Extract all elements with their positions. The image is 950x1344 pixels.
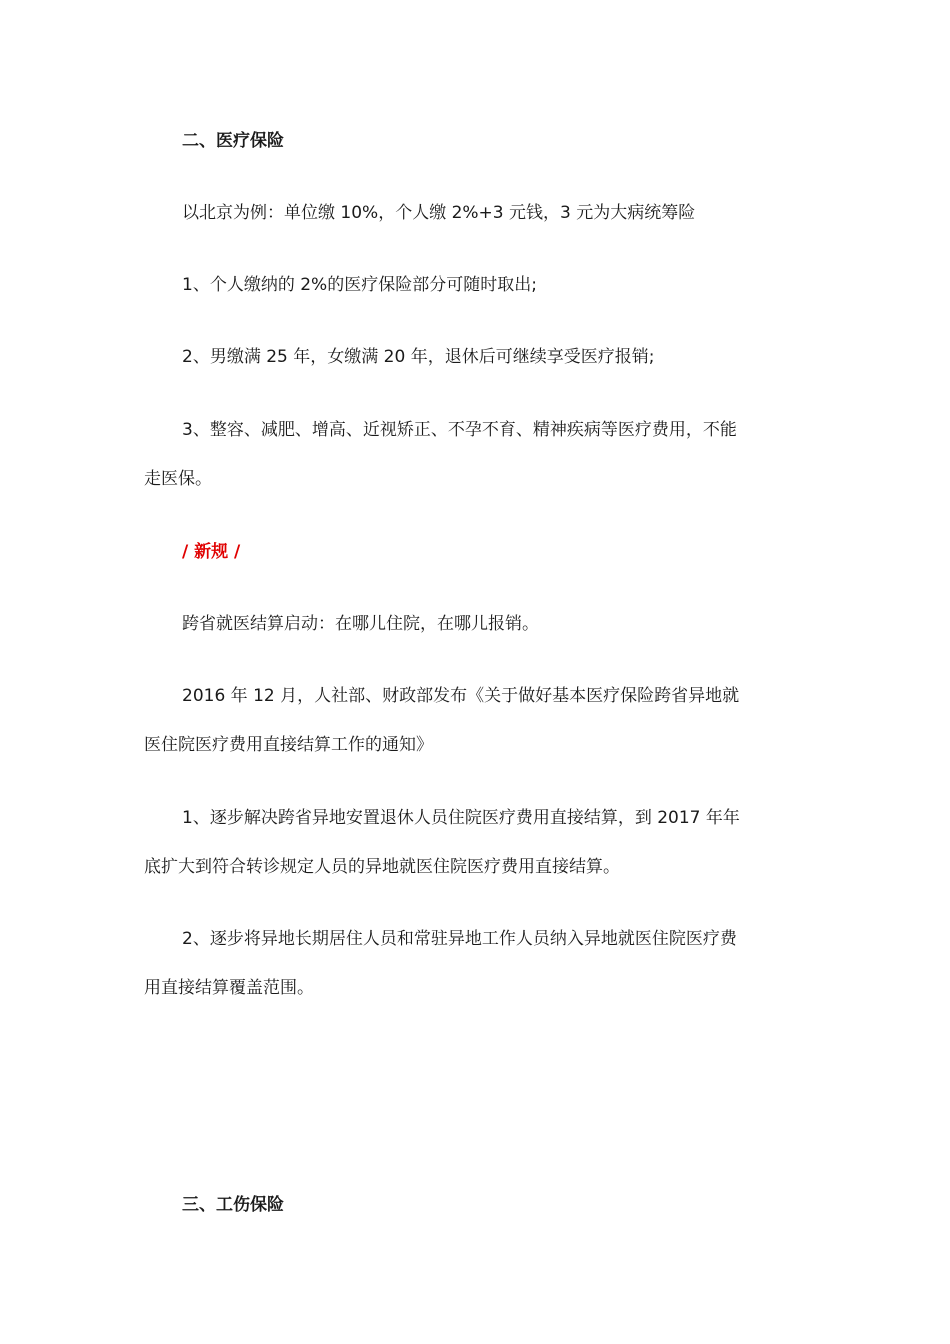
new-rule-tag: / 新规 / [182,542,241,562]
new-rule-title: 跨省就医结算启动：在哪儿住院，在哪儿报销。 [182,614,539,634]
new-rule-point-2-line-2: 用直接结算覆盖范围。 [144,978,314,998]
section-heading-work-injury-insurance: 三、工伤保险 [182,1195,284,1215]
notice-line-2: 医住院医疗费用直接结算工作的通知》 [144,735,433,755]
section-heading-medical-insurance: 二、医疗保险 [182,131,284,151]
medical-item-2: 2、男缴满 25 年，女缴满 20 年，退休后可继续享受医疗报销; [182,347,655,367]
medical-item-1: 1、个人缴纳的 2%的医疗保险部分可随时取出; [182,275,537,295]
new-rule-point-2-line-1: 2、逐步将异地长期居住人员和常驻异地工作人员纳入异地就医住院医疗费 [182,929,737,949]
new-rule-point-1-line-1: 1、逐步解决跨省异地安置退休人员住院医疗费用直接结算，到 2017 年年 [182,808,740,828]
new-rule-point-1-line-2: 底扩大到符合转诊规定人员的异地就医住院医疗费用直接结算。 [144,857,620,877]
medical-item-3-line-1: 3、整容、减肥、增高、近视矫正、不孕不育、精神疾病等医疗费用，不能 [182,420,737,440]
medical-item-3-line-2: 走医保。 [144,469,212,489]
notice-line-1: 2016 年 12 月，人社部、财政部发布《关于做好基本医疗保险跨省异地就 [182,686,740,706]
beijing-example-paragraph: 以北京为例：单位缴 10%，个人缴 2%+3 元钱，3 元为大病统筹险 [182,203,696,223]
